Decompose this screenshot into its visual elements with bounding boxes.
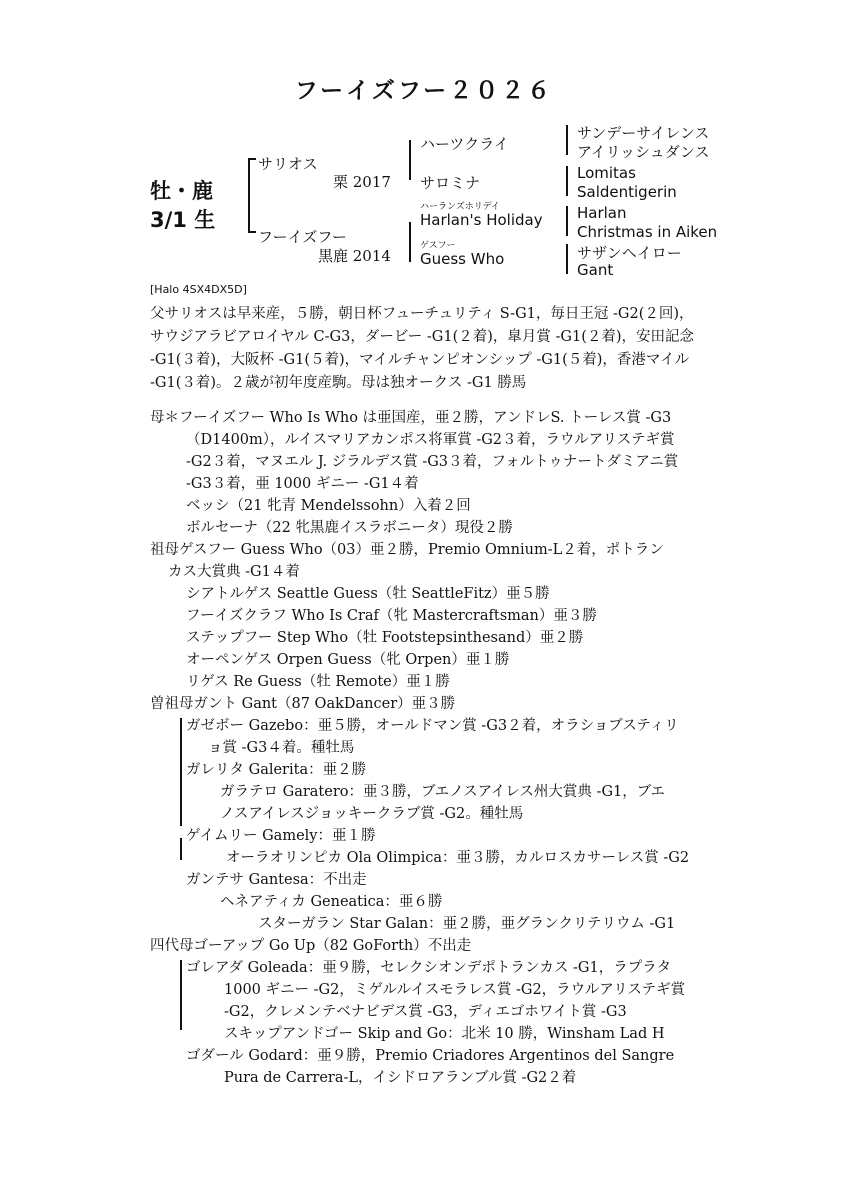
g3-8: Gant bbox=[577, 261, 614, 279]
sire-note-line: サウジアラビアロイヤル C-G3，ダービー -G1(２着)，皐月賞 -G1(２着)，安田記念 bbox=[150, 329, 695, 345]
family-line: ガラテロ Garatero：亜３勝，ブエノスアイレス州大賞典 -G1，ブエ bbox=[220, 784, 666, 800]
family-line: 母＊フーイズフー Who Is Who は亜国産，亜２勝，アンドレS. トーレス賞 -G3 bbox=[150, 410, 672, 426]
family-tree-line bbox=[180, 960, 182, 1030]
family-line: オーペンゲス Orpen Guess（牝 Orpen）亜１勝 bbox=[186, 652, 510, 668]
sire-note-line: -G1(３着)。２歳が初年度産駒。母は独オークス -G1 勝馬 bbox=[150, 375, 527, 391]
dam-dam: Guess Who bbox=[420, 250, 505, 268]
sire-note-line: -G1(３着)，大阪杯 -G1(５着)，マイルチャンピオンシップ -G1(５着)，香港マイル bbox=[150, 352, 690, 368]
family-line: リゲス Re Guess（牡 Remote）亜１勝 bbox=[186, 674, 450, 690]
sire-info: 栗 2017 bbox=[333, 173, 391, 191]
family-line: シアトルゲス Seattle Guess（牡 SeattleFitz）亜５勝 bbox=[186, 586, 550, 602]
family-line: ボルセーナ（22 牝黒鹿イスラボニータ）現役２勝 bbox=[186, 520, 513, 536]
dam-info: 黒鹿 2014 bbox=[318, 247, 391, 265]
family-line: ヘネアティカ Geneatica：亜６勝 bbox=[220, 894, 443, 910]
family-line: ノスアイレスジョッキークラブ賞 -G2。種牡馬 bbox=[220, 806, 524, 822]
family-line: ゴレアダ Goleada：亜９勝，セレクシオンデポトランカス -G1，ラプラタ bbox=[186, 960, 672, 976]
pedigree-bracket-g3 bbox=[566, 244, 568, 274]
dam-sire: Harlan's Holiday bbox=[420, 211, 543, 229]
family-line: ベッシ（21 牝青 Mendelssohn）入着２回 bbox=[186, 498, 471, 514]
pedigree-bracket-sire bbox=[409, 140, 411, 180]
dam-sire-kana: ハーランズホリデイ bbox=[420, 202, 500, 212]
bracket-tick bbox=[248, 158, 256, 160]
family-line: ガゼボー Gazebo：亜５勝，オールドマン賞 -G3２着，オラショブスティリ bbox=[186, 718, 679, 734]
family-line: -G2３着，マヌエル J. ジラルデス賞 -G3３着，フォルトゥナートダミアニ賞 bbox=[186, 454, 679, 470]
horse-birth-date: 3/1 生 bbox=[150, 208, 216, 232]
family-line: Pura de Carrera-L，イシドロアランブル賞 -G2２着 bbox=[224, 1070, 577, 1086]
g3-1: サンデーサイレンス bbox=[577, 124, 710, 142]
family-line: ゴダール Godard：亜９勝，Premio Criadores Argentinos del Sangre bbox=[186, 1048, 675, 1064]
sire-name: サリオス bbox=[258, 155, 318, 173]
dam-name: フーイズフー bbox=[258, 228, 347, 246]
horse-sex-color: 牡・鹿 bbox=[150, 179, 213, 203]
g3-4: Saldentigerin bbox=[577, 183, 677, 201]
family-line: ステップフー Step Who（牡 Footstepsinthesand）亜２勝 bbox=[186, 630, 584, 646]
family-line: ョ賞 -G3４着。種牡馬 bbox=[208, 740, 355, 756]
g3-7: サザンヘイロー bbox=[577, 244, 682, 262]
page-title: フーイズフー２０２６ bbox=[294, 78, 554, 104]
g3-2: アイリッシュダンス bbox=[577, 143, 710, 161]
family-line: 祖母ゲスフー Guess Who（03）亜２勝，Premio Omnium-L２着，ポトラン bbox=[150, 542, 664, 558]
pedigree-bracket-gen1 bbox=[248, 158, 250, 232]
sire-note-line: 父サリオスは早来産，５勝，朝日杯フューチュリティ S-G1，毎日王冠 -G2(２回)， bbox=[150, 306, 694, 322]
inbreeding-note: [Halo 4SX4DX5D] bbox=[150, 283, 247, 296]
family-tree-line bbox=[180, 838, 182, 860]
family-line: ガレリタ Galerita：亜２勝 bbox=[186, 762, 367, 778]
family-line: スターガラン Star Galan：亜２勝，亜グランクリテリウム -G1 bbox=[258, 916, 676, 932]
pedigree-bracket-g3 bbox=[566, 166, 568, 196]
family-line: -G2，クレメンテベナビデス賞 -G3，ディエゴホワイト賞 -G3 bbox=[224, 1004, 627, 1020]
family-tree-line bbox=[180, 718, 182, 826]
g3-5: Harlan bbox=[577, 204, 627, 222]
family-line: （D1400m），ルイスマリアカンポス将軍賞 -G2３着，ラウルアリステギ賞 bbox=[186, 432, 675, 448]
g3-3: Lomitas bbox=[577, 164, 636, 182]
pedigree-bracket-g3 bbox=[566, 125, 568, 155]
family-line: スキップアンドゴー Skip and Go：北米 10 勝，Winsham Lad H bbox=[224, 1026, 665, 1042]
family-line: フーイズクラフ Who Is Craf（牝 Mastercraftsman）亜３勝 bbox=[186, 608, 597, 624]
dam-dam-kana: ゲスフー bbox=[420, 241, 456, 251]
pedigree-bracket-dam bbox=[409, 222, 411, 262]
family-line: オーラオリンピカ Ola Olimpica：亜３勝，カルロスカサーレス賞 -G2 bbox=[226, 850, 690, 866]
family-line: 曽祖母ガント Gant（87 OakDancer）亜３勝 bbox=[150, 696, 456, 712]
family-line: ガンテサ Gantesa：不出走 bbox=[186, 872, 367, 888]
sire-dam: サロミナ bbox=[420, 174, 481, 192]
bracket-tick bbox=[248, 231, 256, 233]
family-line: -G3３着，亜 1000 ギニー -G1４着 bbox=[186, 476, 419, 492]
g3-6: Christmas in Aiken bbox=[577, 223, 718, 241]
sire-sire: ハーツクライ bbox=[420, 135, 509, 153]
pedigree-bracket-g3 bbox=[566, 206, 568, 236]
family-line: 1000 ギニー -G2，ミゲルルイスモラレス賞 -G2，ラウルアリステギ賞 bbox=[224, 982, 686, 998]
family-line: ゲイムリー Gamely：亜１勝 bbox=[186, 828, 376, 844]
family-line: 四代母ゴーアップ Go Up（82 GoForth）不出走 bbox=[150, 938, 472, 954]
family-line: カス大賞典 -G1４着 bbox=[168, 564, 300, 580]
